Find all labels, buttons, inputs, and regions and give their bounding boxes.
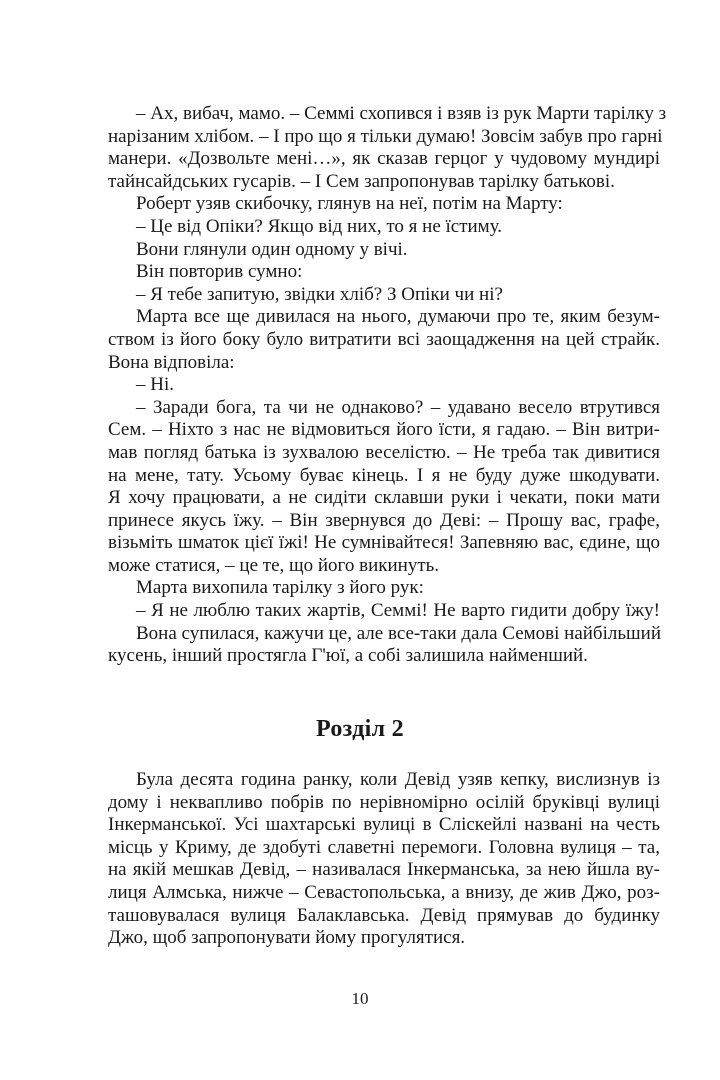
text-line: – Я не люблю таких жартів, Семмі! Не варто гидити добру їжу! xyxy=(136,600,660,622)
text-line: – Заради бога, та чи не однаково? – удавано весело втрутився xyxy=(136,396,660,418)
text-line: Інкерманської. Усі шахтарські вулиці в Сліскейлі названі на честь xyxy=(108,814,660,836)
text-line: Я хочу працювати, а не сидіти склавши руки і чекати, поки мати xyxy=(108,487,660,509)
text-line: може статися, – це те, що його викинуть. xyxy=(108,554,440,576)
body-text-before-chapter xyxy=(108,103,667,668)
text-line: ташовувалася вулиця Балаклавська. Девід прямував до будинку xyxy=(108,904,660,926)
text-line: Вони глянули один одному у вічі. xyxy=(136,238,408,260)
text-line: візьміть шматок цієї їжі! Не сумнівайтеся! Запевняю вас, єдине, що xyxy=(108,532,660,554)
text-line: – Ні. xyxy=(136,374,174,396)
text-line: – Ах, вибач, мамо. – Семмі схопився і взяв із рук Марти тарілку з xyxy=(136,103,667,124)
text-line: на мене, тату. Усьому буває кінець. І я не буду дуже шкодувати. xyxy=(108,464,660,486)
text-line: Вона супилася, кажучи це, але все-таки дала Семові найбільший xyxy=(136,622,661,644)
text-line: ством із його боку було витратити всі заощадження на цей страйк. xyxy=(108,328,660,350)
text-line: Вона відповіла: xyxy=(108,351,235,373)
text-line: Роберт узяв скибочку, глянув на неї, потім на Марту: xyxy=(136,193,563,215)
text-line: на якій мешкав Девід, – називалася Інкерманська, за нею йшла ву- xyxy=(108,859,660,881)
text-line: тайнсайдських гусарів. – І Сем запропонував тарілку батькові. xyxy=(108,170,615,192)
text-line: Марта вихопила тарілку з його рук: xyxy=(136,577,424,599)
text-line: Була десята година ранку, коли Девід узяв кепку, вислизнув із xyxy=(136,769,660,790)
text-line: кусень, інший простягла Г'юї, а собі залишила найменший. xyxy=(108,645,588,667)
text-line: мав погляд батька із зухвалою веселістю. – Не треба так дивитися xyxy=(108,441,660,463)
page-number: 10 xyxy=(351,989,369,1008)
text-line: місць у Криму, де здобуті славетні перемоги. Головна вулиця – та, xyxy=(108,836,660,858)
text-line: – Я тебе запитую, звідки хліб? З Опіки чи ні? xyxy=(136,283,503,305)
text-line: Сем. – Ніхто з нас не відмовиться його їсти, я гадаю. – Він витри- xyxy=(108,419,660,441)
text-line: Марта все ще дивилася на нього, думаючи про те, яким безум- xyxy=(136,306,660,328)
text-line: Він повторив сумно: xyxy=(136,261,303,283)
text-line: нарізаним хлібом. – І про що я тільки думаю! Зовсім забув про гарні xyxy=(108,125,663,147)
text-line: принесе якусь їжу. – Він звернувся до Деві: – Прошу вас, графе, xyxy=(108,509,660,531)
text-line: лиця Алмська, нижче – Севастопольська, а внизу, де жив Джо, роз- xyxy=(108,881,660,903)
text-line: – Це від Опіки? Якщо від них, то я не їстиму. xyxy=(136,215,503,237)
text-line: Джо, щоб запропонувати йому прогулятися. xyxy=(108,927,466,949)
text-line: манери. «Дозвольте мені…», як сказав герцог у чудовому мундирі xyxy=(108,148,660,170)
chapter-heading: Розділ 2 xyxy=(316,716,404,742)
text-line: дому і неквапливо побрів по нерівномірно осілій бруківці вулиці xyxy=(108,791,660,813)
chapter-2-opening-text xyxy=(108,769,660,950)
